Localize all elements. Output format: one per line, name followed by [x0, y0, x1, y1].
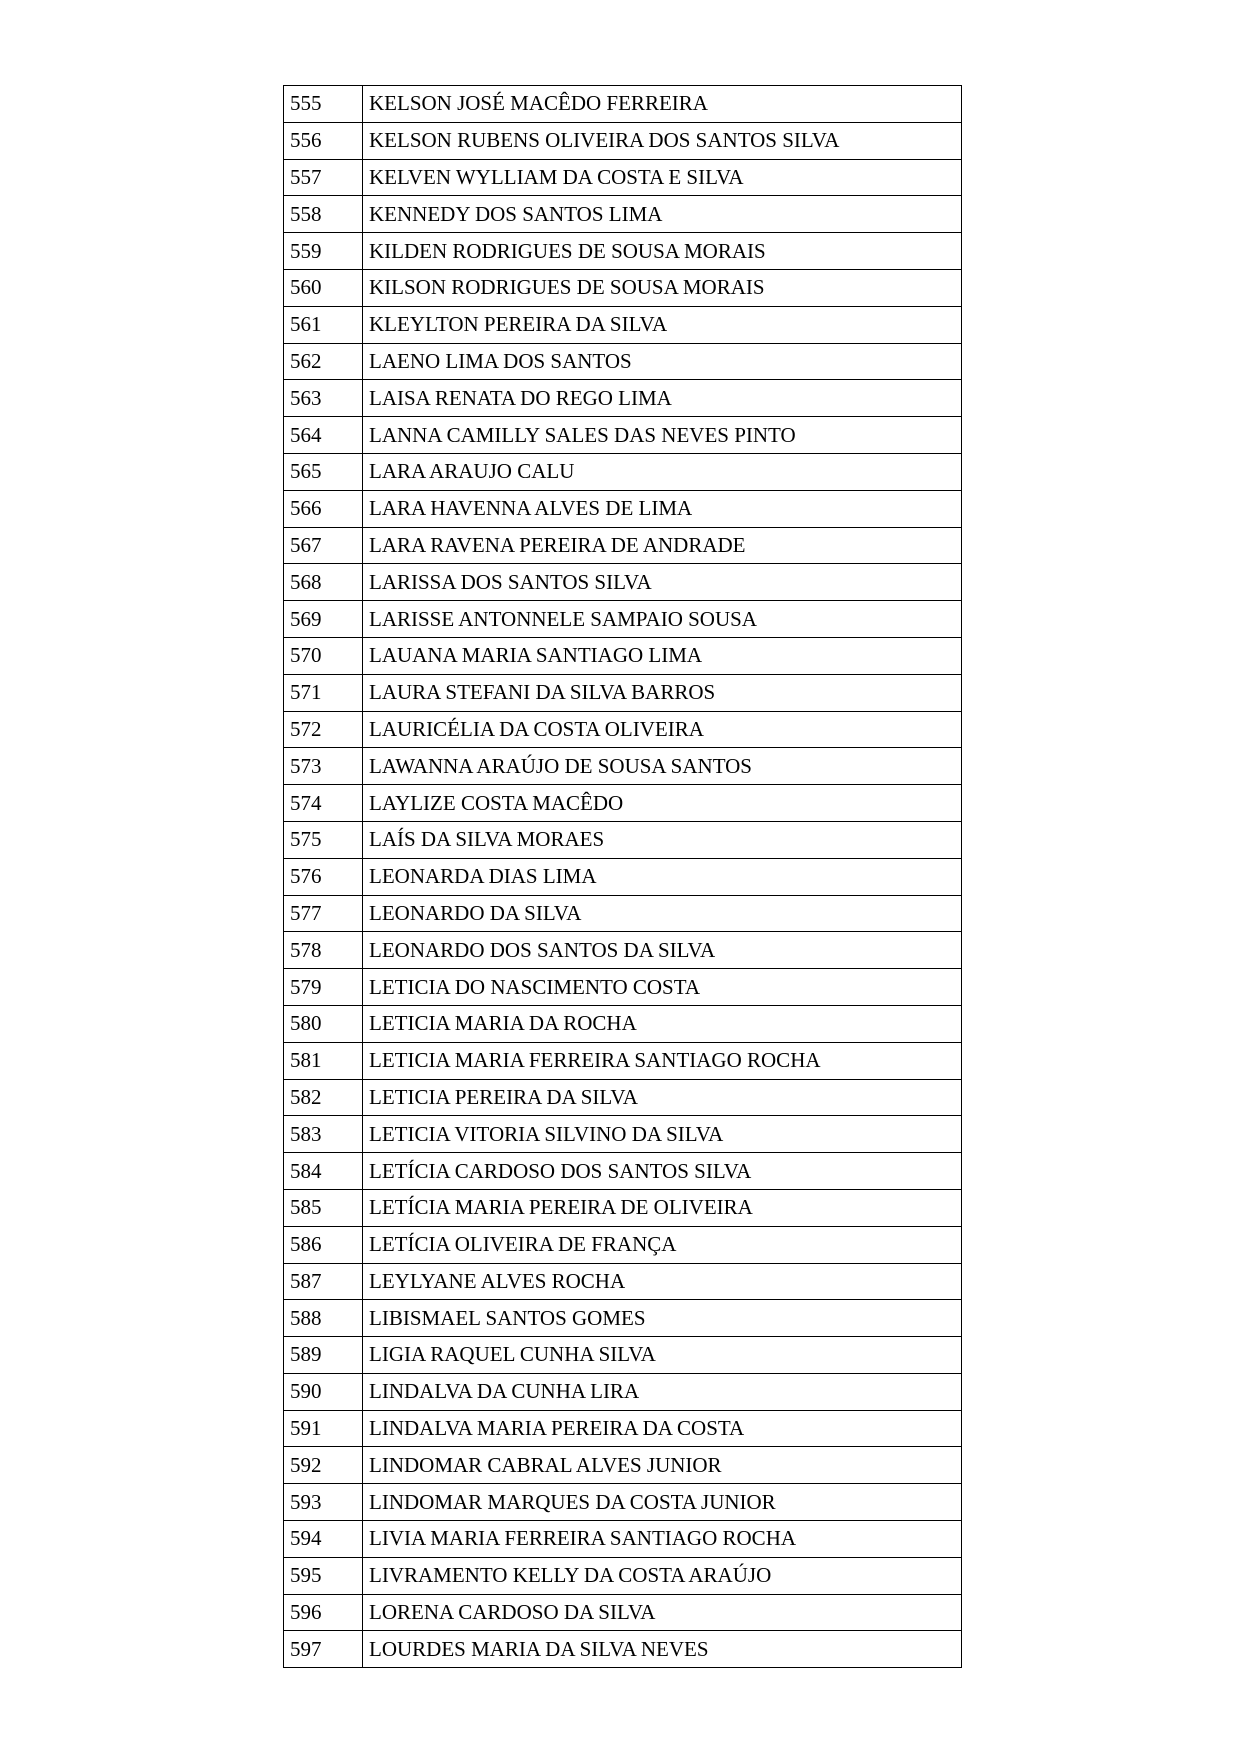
row-number: 564 [284, 417, 363, 454]
row-name: KELSON JOSÉ MACÊDO FERREIRA [363, 86, 962, 123]
row-number: 585 [284, 1189, 363, 1226]
table-row [284, 711, 962, 748]
table-row [284, 1226, 962, 1263]
row-name: LIGIA RAQUEL CUNHA SILVA [363, 1337, 962, 1374]
row-number: 580 [284, 1005, 363, 1042]
row-number: 584 [284, 1153, 363, 1190]
row-name: LOURDES MARIA DA SILVA NEVES [363, 1631, 962, 1668]
row-name: LEYLYANE ALVES ROCHA [363, 1263, 962, 1300]
table-row [284, 1153, 962, 1190]
row-name: LARISSE ANTONNELE SAMPAIO SOUSA [363, 601, 962, 638]
row-number: 593 [284, 1484, 363, 1521]
table-row [284, 1116, 962, 1153]
row-name: LIVRAMENTO KELLY DA COSTA ARAÚJO [363, 1557, 962, 1594]
row-name: LAWANNA ARAÚJO DE SOUSA SANTOS [363, 748, 962, 785]
table-row [284, 1594, 962, 1631]
table-row [284, 490, 962, 527]
row-number: 573 [284, 748, 363, 785]
row-number: 556 [284, 122, 363, 159]
table-row [284, 821, 962, 858]
row-number: 582 [284, 1079, 363, 1116]
row-name: LAÍS DA SILVA MORAES [363, 821, 962, 858]
table-row [284, 1337, 962, 1374]
row-name: LEONARDA DIAS LIMA [363, 858, 962, 895]
row-name: LETICIA PEREIRA DA SILVA [363, 1079, 962, 1116]
table-row [284, 159, 962, 196]
row-number: 557 [284, 159, 363, 196]
row-number: 592 [284, 1447, 363, 1484]
table-row [284, 86, 962, 123]
row-name: LAYLIZE COSTA MACÊDO [363, 785, 962, 822]
row-name: LAENO LIMA DOS SANTOS [363, 343, 962, 380]
row-name: KILSON RODRIGUES DE SOUSA MORAIS [363, 269, 962, 306]
row-name: LARISSA DOS SANTOS SILVA [363, 564, 962, 601]
row-name: LARA ARAUJO CALU [363, 453, 962, 490]
table-row [284, 343, 962, 380]
table-row [284, 969, 962, 1006]
row-name: LEONARDO DOS SANTOS DA SILVA [363, 932, 962, 969]
row-name: LANNA CAMILLY SALES DAS NEVES PINTO [363, 417, 962, 454]
row-number: 567 [284, 527, 363, 564]
row-number: 568 [284, 564, 363, 601]
table-row [284, 1042, 962, 1079]
table-row [284, 269, 962, 306]
table-row [284, 785, 962, 822]
table-row [284, 748, 962, 785]
row-name: LINDALVA DA CUNHA LIRA [363, 1373, 962, 1410]
row-number: 560 [284, 269, 363, 306]
table-row [284, 637, 962, 674]
table-row [284, 122, 962, 159]
row-name: LETÍCIA MARIA PEREIRA DE OLIVEIRA [363, 1189, 962, 1226]
row-name: LEONARDO DA SILVA [363, 895, 962, 932]
table-row [284, 417, 962, 454]
row-number: 595 [284, 1557, 363, 1594]
row-number: 591 [284, 1410, 363, 1447]
table-row [284, 306, 962, 343]
row-number: 589 [284, 1337, 363, 1374]
table-row [284, 1484, 962, 1521]
row-name: KENNEDY DOS SANTOS LIMA [363, 196, 962, 233]
row-name: LORENA CARDOSO DA SILVA [363, 1594, 962, 1631]
row-number: 571 [284, 674, 363, 711]
table-row [284, 380, 962, 417]
row-name: LAURICÉLIA DA COSTA OLIVEIRA [363, 711, 962, 748]
row-name: LETÍCIA OLIVEIRA DE FRANÇA [363, 1226, 962, 1263]
row-number: 590 [284, 1373, 363, 1410]
table-row [284, 601, 962, 638]
row-name: LARA HAVENNA ALVES DE LIMA [363, 490, 962, 527]
row-name: LETICIA MARIA FERREIRA SANTIAGO ROCHA [363, 1042, 962, 1079]
row-name: LAURA STEFANI DA SILVA BARROS [363, 674, 962, 711]
row-number: 588 [284, 1300, 363, 1337]
table-row [284, 453, 962, 490]
row-name: LIBISMAEL SANTOS GOMES [363, 1300, 962, 1337]
row-number: 594 [284, 1521, 363, 1558]
row-name: KILDEN RODRIGUES DE SOUSA MORAIS [363, 233, 962, 270]
names-table-body [284, 86, 962, 1668]
names-table [283, 85, 962, 1668]
row-number: 565 [284, 453, 363, 490]
table-row [284, 564, 962, 601]
table-row [284, 1521, 962, 1558]
table-row [284, 527, 962, 564]
row-number: 566 [284, 490, 363, 527]
table-row [284, 1631, 962, 1668]
table-row [284, 1557, 962, 1594]
table-row [284, 1410, 962, 1447]
table-row [284, 233, 962, 270]
row-number: 587 [284, 1263, 363, 1300]
row-number: 596 [284, 1594, 363, 1631]
row-number: 586 [284, 1226, 363, 1263]
row-name: KELVEN WYLLIAM DA COSTA E SILVA [363, 159, 962, 196]
row-number: 577 [284, 895, 363, 932]
row-name: KLEYLTON PEREIRA DA SILVA [363, 306, 962, 343]
row-number: 570 [284, 637, 363, 674]
table-row [284, 1300, 962, 1337]
row-number: 563 [284, 380, 363, 417]
row-number: 559 [284, 233, 363, 270]
table-row [284, 196, 962, 233]
row-name: LARA RAVENA PEREIRA DE ANDRADE [363, 527, 962, 564]
row-number: 579 [284, 969, 363, 1006]
table-row [284, 1263, 962, 1300]
row-name: LINDALVA MARIA PEREIRA DA COSTA [363, 1410, 962, 1447]
row-name: LETÍCIA CARDOSO DOS SANTOS SILVA [363, 1153, 962, 1190]
table-row [284, 895, 962, 932]
table-row [284, 1079, 962, 1116]
row-name: LINDOMAR MARQUES DA COSTA JUNIOR [363, 1484, 962, 1521]
row-name: LETICIA VITORIA SILVINO DA SILVA [363, 1116, 962, 1153]
row-name: LETICIA MARIA DA ROCHA [363, 1005, 962, 1042]
table-row [284, 1447, 962, 1484]
table-row [284, 674, 962, 711]
row-name: KELSON RUBENS OLIVEIRA DOS SANTOS SILVA [363, 122, 962, 159]
row-number: 572 [284, 711, 363, 748]
table-row [284, 858, 962, 895]
row-number: 561 [284, 306, 363, 343]
row-number: 558 [284, 196, 363, 233]
row-number: 555 [284, 86, 363, 123]
row-number: 569 [284, 601, 363, 638]
row-name: LAUANA MARIA SANTIAGO LIMA [363, 637, 962, 674]
table-row [284, 1189, 962, 1226]
row-number: 597 [284, 1631, 363, 1668]
row-number: 575 [284, 821, 363, 858]
row-number: 574 [284, 785, 363, 822]
table-row [284, 1005, 962, 1042]
table-row [284, 932, 962, 969]
row-number: 583 [284, 1116, 363, 1153]
row-number: 562 [284, 343, 363, 380]
row-number: 581 [284, 1042, 363, 1079]
row-number: 576 [284, 858, 363, 895]
row-name: LIVIA MARIA FERREIRA SANTIAGO ROCHA [363, 1521, 962, 1558]
row-number: 578 [284, 932, 363, 969]
table-row [284, 1373, 962, 1410]
row-name: LINDOMAR CABRAL ALVES JUNIOR [363, 1447, 962, 1484]
row-name: LETICIA DO NASCIMENTO COSTA [363, 969, 962, 1006]
row-name: LAISA RENATA DO REGO LIMA [363, 380, 962, 417]
